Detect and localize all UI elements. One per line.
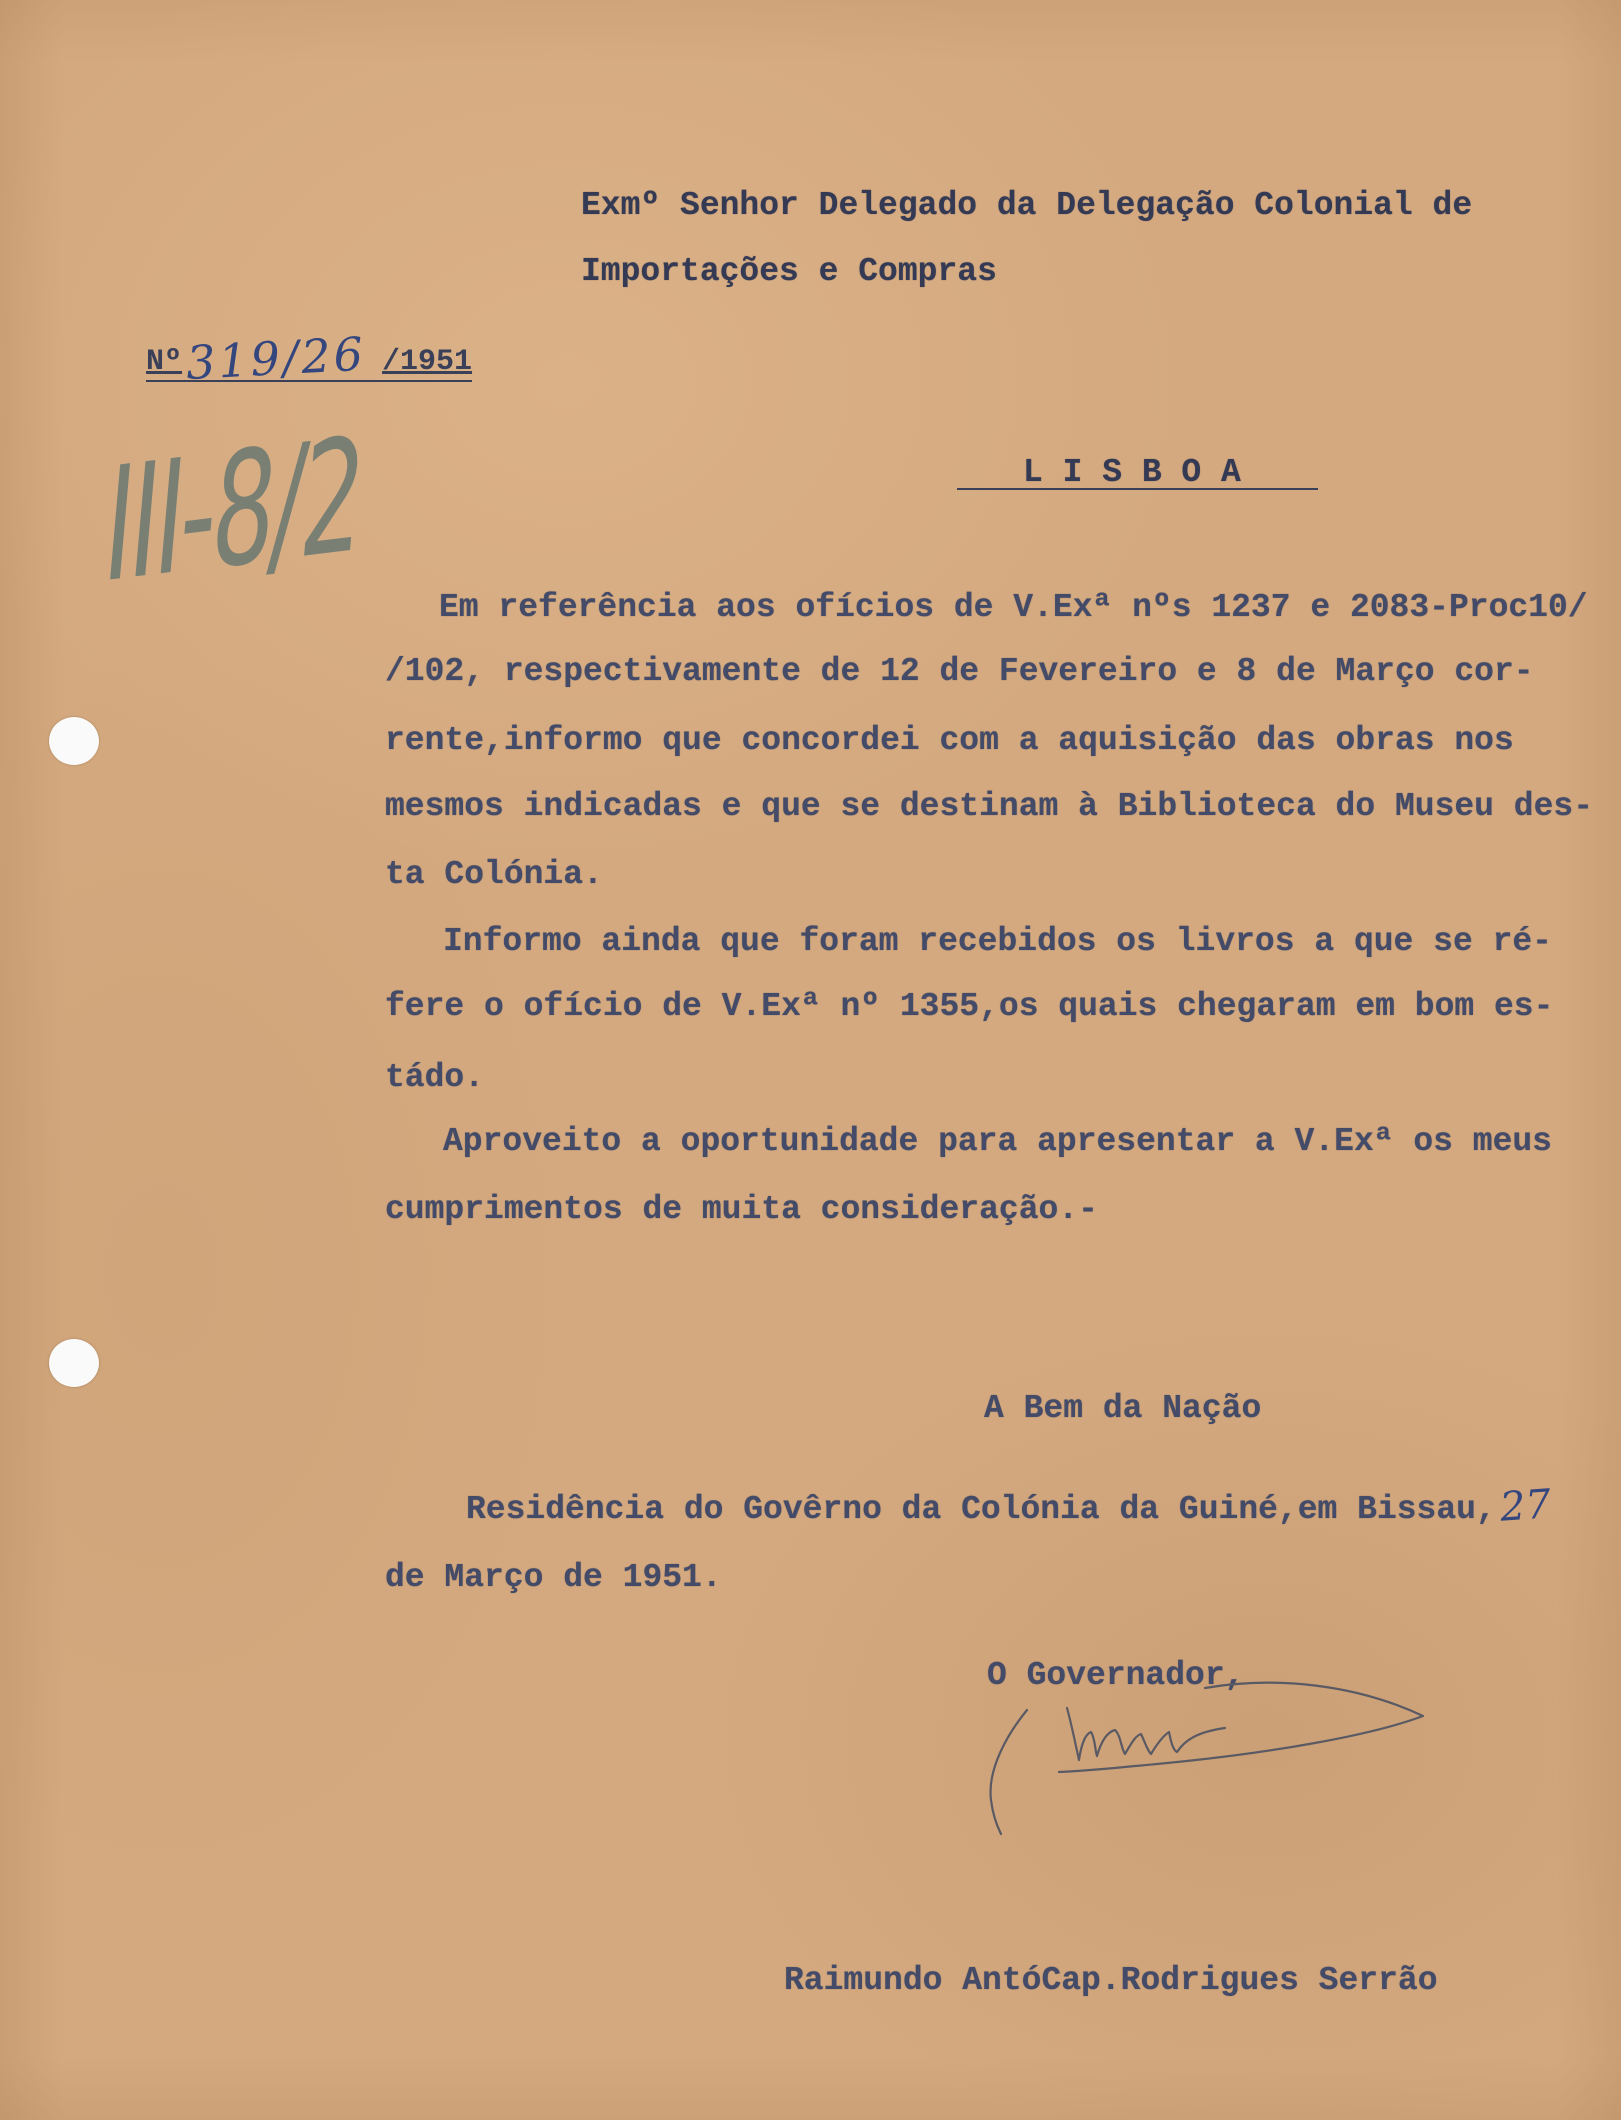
place-date-line-1: Residência do Govêrno da Colónia da Guiné,em Bissau,: [466, 1491, 1496, 1528]
punch-hole-bottom: [49, 1339, 99, 1387]
body-line: mesmos indicadas e que se destinam à Biblioteca do Museu des-: [385, 788, 1593, 825]
reference-number: [146, 326, 473, 390]
signature-scribble: [1067, 1708, 1225, 1760]
destination-underline: [957, 488, 1318, 490]
body-line: rente,informo que concordei com a aquisição das obras nos: [385, 722, 1514, 759]
marginal-pencil-note: III-8/2: [97, 402, 369, 619]
body-line: Informo ainda que foram recebidos os livros a que se ré-: [443, 923, 1552, 960]
signatory-title: O Governador,: [987, 1657, 1245, 1694]
destination-city: L I S B O A: [1023, 454, 1241, 491]
punch-hole-top: [49, 717, 99, 765]
signatory-name: Raimundo AntóCap.Rodrigues Serrão: [784, 1962, 1438, 1999]
body-line: Aproveito a oportunidade para apresentar a V.Exª os meus: [443, 1123, 1552, 1160]
reference-handwritten-number: 319/26: [184, 326, 368, 390]
governor-signature: [975, 1650, 1445, 1850]
body-line: tádo.: [385, 1059, 485, 1096]
body-line: fere o ofício de V.Exª nº 1355,os quais chegaram em bom es-: [385, 988, 1554, 1025]
reference-prefix: Nº: [146, 345, 183, 379]
signature-left-arc: [991, 1710, 1027, 1834]
place-date-line-2: de Março de 1951.: [385, 1559, 722, 1596]
handwritten-day: 27: [1498, 1481, 1553, 1531]
body-line: cumprimentos de muita consideração.-: [385, 1191, 1098, 1228]
reference-year: /1951: [382, 345, 473, 379]
addressee-line-1: Exmº Senhor Delegado da Delegação Colonial de: [581, 187, 1473, 224]
signature-flourish: [1059, 1683, 1423, 1772]
addressee-line-2: Importações e Compras: [581, 253, 997, 290]
body-line: /102, respectivamente de 12 de Fevereiro e 8 de Março cor-: [385, 653, 1534, 690]
body-line: ta Colónia.: [385, 856, 603, 893]
closing-salutation: A Bem da Nação: [984, 1390, 1262, 1427]
body-line: Em referência aos ofícios de V.Exª nºs 1237 e 2083-Proc10/: [439, 589, 1588, 626]
